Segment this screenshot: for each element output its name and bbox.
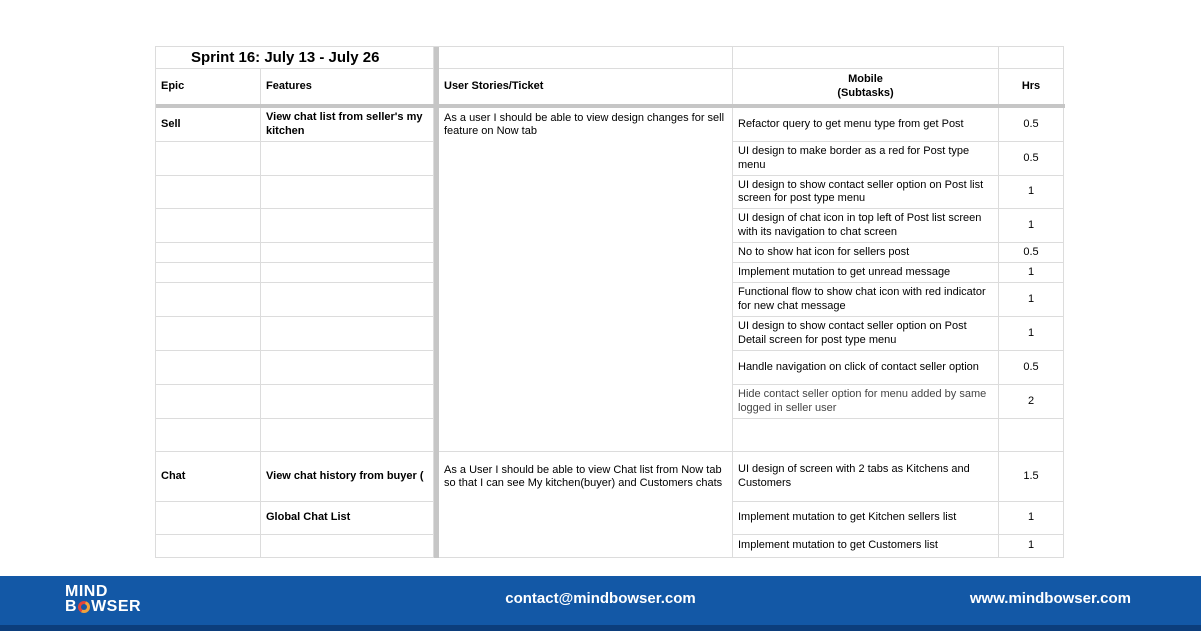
cell-epic [156, 283, 261, 317]
cell-epic [156, 176, 261, 209]
table-row [156, 385, 1064, 419]
cell-hrs: 1 [999, 502, 1064, 535]
cell-features [261, 385, 434, 419]
cell-story [439, 263, 733, 283]
table-row [156, 47, 1064, 69]
cell-epic: Chat [156, 452, 261, 502]
cell-story [439, 385, 733, 419]
cell-epic [156, 351, 261, 385]
logo-line2 [65, 599, 141, 614]
cell-mobile: Hide contact seller option for menu added by same logged in seller user [733, 385, 999, 419]
cell-mobile: Refactor query to get menu type from get Post [733, 108, 999, 142]
cell-mobile: UI design of chat icon in top left of Post list screen with its navigation to chat screen [733, 209, 999, 243]
cell-story [439, 142, 733, 176]
cell-features: Global Chat List [261, 502, 434, 535]
cell-features [261, 209, 434, 243]
table-row [156, 243, 1064, 263]
cell-features [261, 351, 434, 385]
cell-story [439, 535, 733, 558]
cell-hrs: 1 [999, 263, 1064, 283]
cell-features [261, 263, 434, 283]
table-row [156, 452, 1064, 502]
cell-hrs: 0.5 [999, 108, 1064, 142]
cell-hrs: 1 [999, 317, 1064, 351]
cell-empty [999, 47, 1064, 69]
cell-features [261, 317, 434, 351]
table-row [156, 108, 1064, 142]
col-header-epic: Epic [156, 69, 261, 104]
cell-features [261, 142, 434, 176]
table-row [156, 263, 1064, 283]
cell-story [439, 419, 733, 452]
table-row [156, 283, 1064, 317]
col-header-mobile-line2: (Subtasks) [837, 86, 894, 99]
logo-line1: MIND [65, 583, 108, 600]
cell-hrs: 1 [999, 535, 1064, 558]
cell-epic [156, 419, 261, 452]
cell-epic [156, 317, 261, 351]
cell-mobile: UI design to show contact seller option on Post Detail screen for post type menu [733, 317, 999, 351]
cell-epic: Sell [156, 108, 261, 142]
cell-hrs: 1 [999, 209, 1064, 243]
cell-story [439, 502, 733, 535]
cell-features [261, 243, 434, 263]
cell-hrs [999, 419, 1064, 452]
website-link[interactable]: www.mindbowser.com [969, 590, 1131, 607]
cell-epic [156, 142, 261, 176]
sheet-title: Sprint 16: July 13 - July 26 [156, 47, 434, 69]
cell-features: View chat list from seller's my kitchen [261, 108, 434, 142]
table-row [156, 176, 1064, 209]
logo-o-icon [78, 601, 90, 613]
cell-hrs: 0.5 [999, 351, 1064, 385]
table-row [156, 209, 1064, 243]
cell-epic [156, 263, 261, 283]
cell-story [439, 243, 733, 263]
cell-mobile: Implement mutation to get Kitchen sellers list [733, 502, 999, 535]
cell-epic [156, 535, 261, 558]
cell-features [261, 535, 434, 558]
col-header-hrs: Hrs [999, 69, 1064, 104]
contact-email-link[interactable]: contact@mindbowser.com [505, 590, 696, 607]
cell-hrs: 0.5 [999, 243, 1064, 263]
col-header-stories: User Stories/Ticket [439, 69, 733, 104]
cell-features [261, 176, 434, 209]
cell-empty [733, 47, 999, 69]
cell-mobile: Implement mutation to get unread message [733, 263, 999, 283]
table-row [156, 535, 1064, 558]
cell-mobile: Functional flow to show chat icon with red indicator for new chat message [733, 283, 999, 317]
cell-mobile: Handle navigation on click of contact seller option [733, 351, 999, 385]
cell-story: As a user I should be able to view design changes for sell feature on Now tab [439, 108, 733, 142]
cell-hrs: 1 [999, 176, 1064, 209]
cell-story [439, 317, 733, 351]
cell-epic [156, 243, 261, 263]
logo-line2-pre: B [65, 598, 78, 615]
table-row [156, 317, 1064, 351]
mindbowser-logo [65, 584, 141, 614]
cell-mobile: UI design to make border as a red for Post type menu [733, 142, 999, 176]
cell-features [261, 283, 434, 317]
cell-empty [439, 47, 733, 69]
footer-bar [0, 576, 1201, 625]
table-row [156, 351, 1064, 385]
cell-epic [156, 385, 261, 419]
col-header-mobile [733, 69, 999, 104]
col-header-features: Features [261, 69, 434, 104]
cell-mobile [733, 419, 999, 452]
cell-epic [156, 209, 261, 243]
cell-story [439, 209, 733, 243]
sprint-table [155, 46, 1064, 558]
cell-mobile: UI design to show contact seller option on Post list screen for post type menu [733, 176, 999, 209]
cell-mobile: UI design of screen with 2 tabs as Kitchens and Customers [733, 452, 999, 502]
cell-hrs: 1.5 [999, 452, 1064, 502]
cell-hrs: 2 [999, 385, 1064, 419]
cell-story [439, 283, 733, 317]
cell-epic [156, 502, 261, 535]
cell-mobile: Implement mutation to get Customers list [733, 535, 999, 558]
table-row [156, 502, 1064, 535]
cell-features: View chat history from buyer ( [261, 452, 434, 502]
cell-story [439, 176, 733, 209]
cell-hrs: 1 [999, 283, 1064, 317]
cell-hrs: 0.5 [999, 142, 1064, 176]
table-header-row [156, 69, 1064, 104]
table-row [156, 142, 1064, 176]
table-row [156, 419, 1064, 452]
cell-mobile: No to show hat icon for sellers post [733, 243, 999, 263]
cell-story: As a User I should be able to view Chat list from Now tab so that I can see My kitchen(buyer) and Customers chats [439, 452, 733, 502]
cell-features [261, 419, 434, 452]
col-header-mobile-line1: Mobile [848, 73, 883, 85]
logo-line2-post: WSER [91, 598, 142, 615]
cell-story [439, 351, 733, 385]
footer-bottom-strip [0, 625, 1201, 631]
